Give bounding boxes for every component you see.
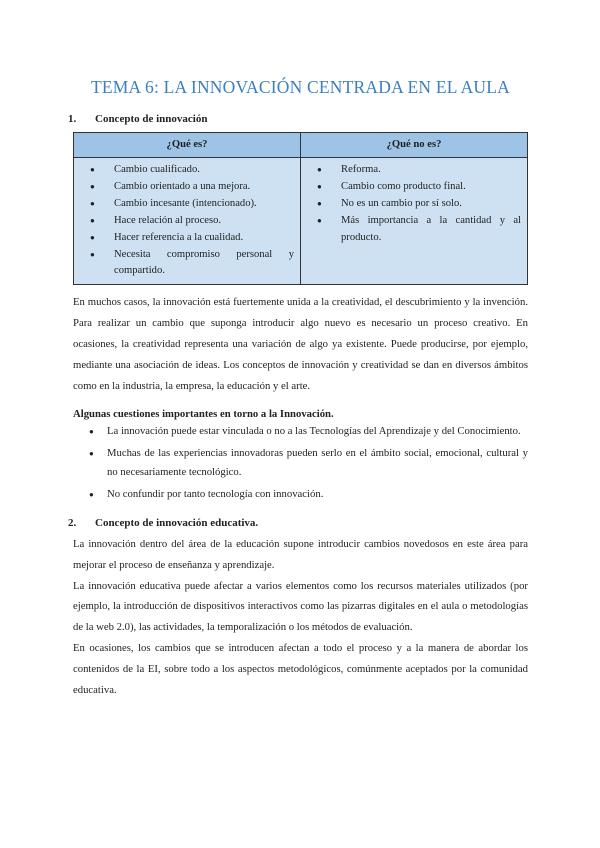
list-item: ● Cambio orientado a una mejora.: [86, 179, 294, 196]
list-item: ● Cambio cualificado.: [86, 162, 294, 179]
intro-paragraph: En muchos casos, la innovación está fuertemente unida a la creatividad, el descubrimiento y la invención. Para realizar un cambio que suponga introducir algo nuevo es necesario un proceso creativo. En ocasiones, la creatividad representa una variación de algo ya existente. Puede producirse, por ejemplo, mediante una asociación de ideas. Los conceptos de innovación y creatividad se dan en diversos ámbitos como en la industria, la empresa, la educación y el arte.: [73, 296, 528, 392]
section-1-title: Concepto de innovación: [95, 113, 208, 125]
page-title: TEMA 6: LA INNOVACIÓN CENTRADA EN EL AULA: [91, 77, 510, 97]
section-2-number: 2.: [68, 516, 77, 529]
section-2-paragraph-2: La innovación educativa puede afectar a varios elementos como los recursos materiales utilizados (por ejemplo, la introducción de dispositivos interactivos como las pizarras digitales en el aula o metodologías de la web 2.0), las actividades, la temporalización o los métodos de evaluación.: [73, 579, 528, 634]
section-1-number: 1.: [68, 113, 77, 125]
important-issues-list: [73, 422, 528, 504]
list-item: ● Muchas de las experiencias innovadoras pueden serlo en el ámbito social, emocional, cultural y no necesariamente tecnológico.: [73, 444, 528, 483]
list-item: ● Hacer referencia a la cualidad.: [86, 230, 294, 247]
what-is-list: [86, 162, 294, 280]
list-item: ● Hace relación al proceso.: [86, 213, 294, 230]
list-item: ● Necesita compromiso personal y compartido.: [86, 247, 294, 281]
important-issues-heading: Algunas cuestiones importantes en torno a la Innovación.: [73, 408, 334, 421]
section-2-paragraph-1: La innovación dentro del área de la educación supone introducir cambios novedosos en este área para mejorar el proceso de enseñanza y aprendizaje.: [73, 537, 528, 571]
list-item: ● Más importancia a la cantidad y al producto.: [313, 213, 521, 247]
section-2-paragraph-3: En ocasiones, los cambios que se introducen afectan a todo el proceso y a la manera de abordar los contenidos de la EI, sobre todo a los aspectos metodológicos, comúnmente aceptados por la comunidad educativa.: [73, 641, 528, 696]
section-1-heading: [68, 112, 528, 126]
list-item: ● Cambio como producto final.: [313, 179, 521, 196]
table-header-what-is-not: ¿Qué no es?: [301, 133, 528, 158]
list-item: ● No es un cambio por sí solo.: [313, 196, 521, 213]
list-item: ● La innovación puede estar vinculada o no a las Tecnologías del Aprendizaje y del Conocimiento.: [73, 422, 528, 441]
list-item: ● No confundir por tanto tecnología con innovación.: [73, 485, 528, 504]
list-item: ● Cambio incesante (intencionado).: [86, 196, 294, 213]
list-item: ● Reforma.: [313, 162, 521, 179]
section-2-title: Concepto de innovación educativa.: [95, 516, 259, 529]
table-header-what-is: ¿Qué es?: [74, 133, 301, 158]
section-2-heading: [68, 516, 528, 530]
table-cell-what-is: [74, 158, 301, 285]
what-is-not-list: [313, 162, 521, 247]
comparison-table: [73, 132, 528, 285]
table-cell-what-is-not: [301, 158, 528, 285]
